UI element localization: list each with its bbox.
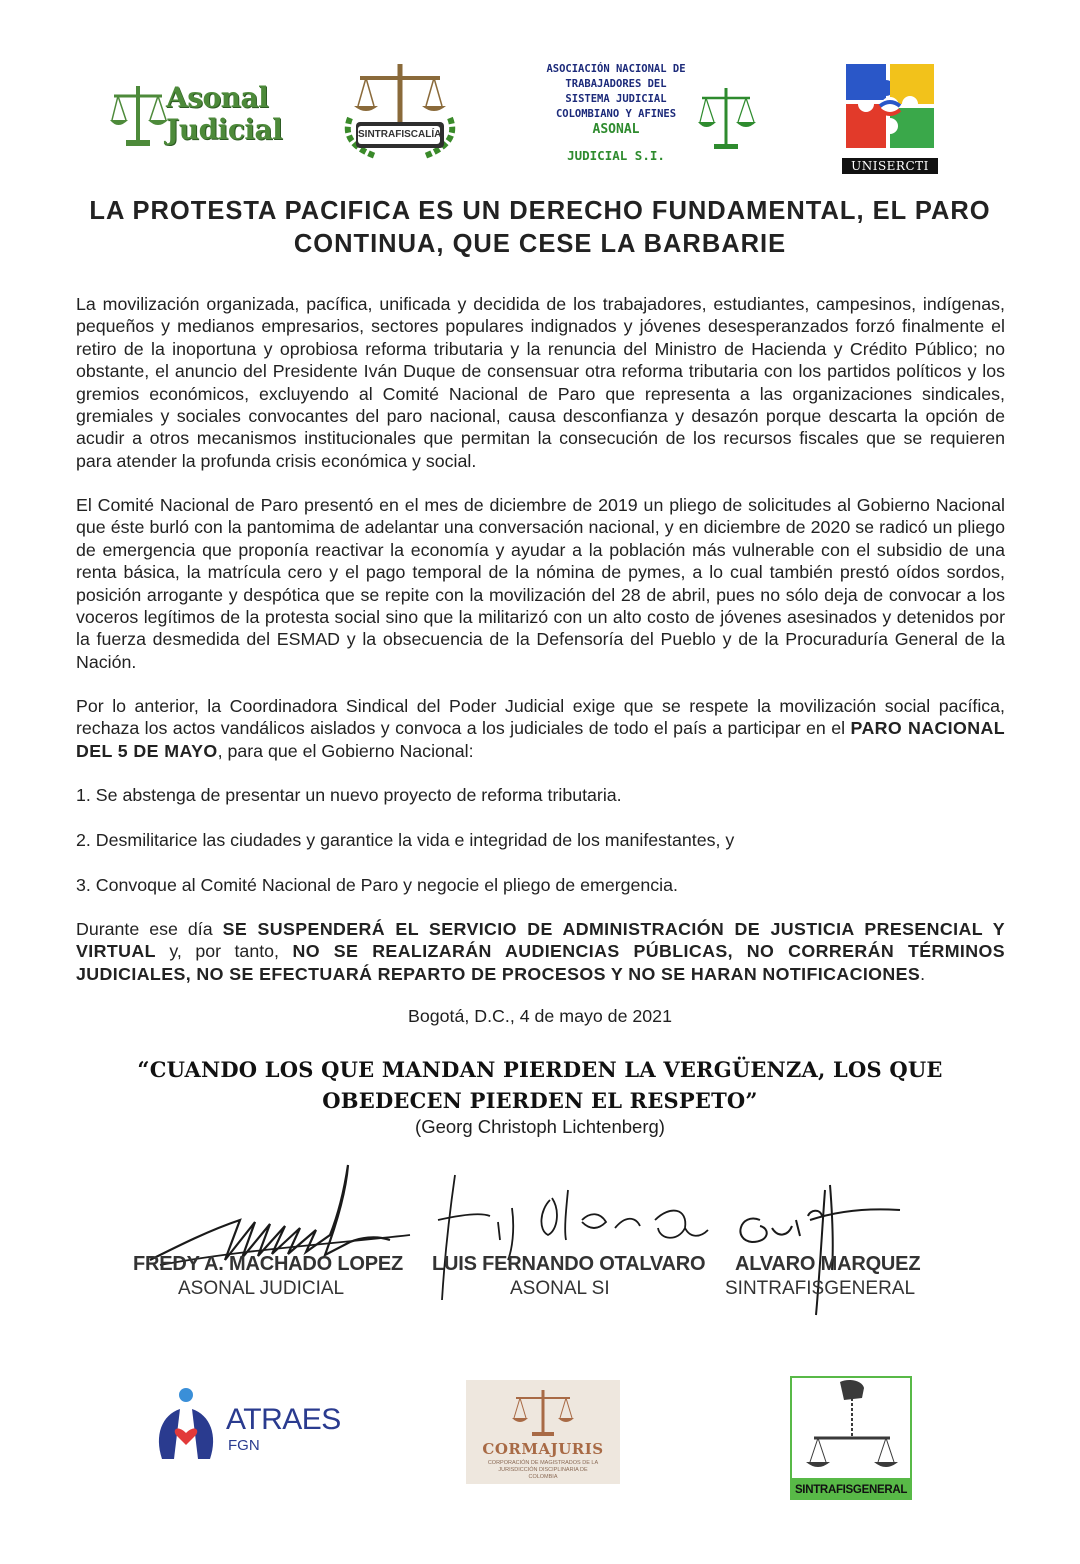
paragraph-4-middle: y, por tanto, xyxy=(155,941,293,962)
sintrafiscalia-logo xyxy=(330,58,470,163)
atraes-logo-text: ATRAES xyxy=(226,1403,341,1436)
paragraph-3 xyxy=(76,695,1005,762)
paragraph-4 xyxy=(76,918,1005,985)
sintrafisgeneral-logo xyxy=(790,1376,912,1502)
sintrafisgeneral-logo-text: SINTRAFISGENERAL xyxy=(790,1480,912,1500)
paragraph-4-end: . xyxy=(920,963,926,984)
list-item: 3. Convoque al Comité Nacional de Paro y negocie el pliego de emergencia. xyxy=(76,875,678,895)
quote-author: (Georg Christoph Lichtenberg) xyxy=(415,1116,665,1137)
cormajuris-logo xyxy=(466,1380,620,1484)
signatory-org: ASONAL SI xyxy=(510,1278,610,1299)
suspension-notice: SE SUSPENDERÁ EL SERVICIO DE ADMINISTRACIÓN DE JUSTICIA PRESENCIAL Y VIRTUAL xyxy=(76,919,1005,962)
asociacion-logo-name: ASONAL xyxy=(592,122,640,137)
uniserscti-logo-text: UNISERCTI xyxy=(842,158,938,174)
signatory-org: SINTRAFISGENERAL xyxy=(725,1278,916,1299)
scales-of-justice-icon xyxy=(696,84,756,154)
scales-of-justice-icon xyxy=(510,1386,576,1440)
asociacion-logo-lines: ASOCIACIÓN NACIONAL DE TRABAJADORES DEL SISTEMA JUDICIAL COLOMBIANO Y AFINES xyxy=(546,63,686,120)
document-date: Bogotá, D.C., 4 de mayo de 2021 xyxy=(408,1006,672,1026)
fist-with-scales-icon xyxy=(790,1376,912,1480)
atraes-fgn-logo xyxy=(148,1385,348,1465)
signatory-name: LUIS FERNANDO OTALVARO xyxy=(432,1253,706,1275)
list-item: 1. Se abstenga de presentar un nuevo proyecto de reforma tributaria. xyxy=(76,785,622,805)
asociacion-nacional-logo xyxy=(536,58,756,168)
cormajuris-logo-text: CORMAJURIS xyxy=(482,1440,604,1458)
puzzle-pieces-icon xyxy=(842,56,938,156)
list-item: 2. Desmilitarice las ciudades y garantice la vida e integridad de los manifestantes, y xyxy=(76,830,735,850)
uniserscti-logo xyxy=(838,56,942,178)
asonal-logo-text: Asonal Judicial xyxy=(166,81,283,146)
cormajuris-logo-sub: CORPORACIÓN DE MAGISTRADOS DE LA JURISDICCIÓN DISCIPLINARIA DE COLOMBIA xyxy=(487,1460,599,1480)
paragraph-3-tail: , para que el Gobierno Nacional: xyxy=(217,740,474,761)
document-title: LA PROTESTA PACIFICA ES UN DERECHO FUNDAMENTAL, EL PARO CONTINUA, QUE CESE LA BARBARIE xyxy=(89,197,991,258)
asonal-judicial-logo xyxy=(108,80,283,150)
sintrafiscalia-emblem-icon xyxy=(330,58,470,163)
signatory-name: FREDY A. MACHADO LOPEZ xyxy=(133,1253,404,1275)
atraes-logo-sub: FGN xyxy=(228,1437,260,1454)
paro-nacional-highlight: PARO NACIONAL DEL 5 DE MAYO xyxy=(76,718,1006,761)
signatory-org: ASONAL JUDICIAL xyxy=(178,1278,345,1299)
asociacion-logo-sub: JUDICIAL S.I. xyxy=(567,148,665,163)
paragraph-1: La movilización organizada, pacífica, unificada y decidida de los trabajadores, estudiantes, campesinos, indígenas, pequeños y medianos empresarios, sectores populares indignados y jóvenes desesperanzados forzó finalmente el retiro de la inoportuna y oprobiosa reforma tributaria y la renuncia del Ministro de Hacienda y Crédito Público; no obstante, el anuncio del Presidente Iván Duque de consensuar otra reforma tributaria con los partidos políticos y los gremios económicos, excluyendo al Comité Nacional de Paro que representa a las organizaciones sindicales, gremiales y sociales convocantes del paro nacional, causa desconfianza y desazón porque descarta la opción de acudir a otros mecanismos institucionales que permitan la consecución de los recursos fiscales que se requieren para atender la profunda crisis económica y social. xyxy=(76,294,1005,471)
signatory-name: ALVARO MARQUEZ xyxy=(735,1253,921,1275)
quote-text: “CUANDO LOS QUE MANDAN PIERDEN LA VERGÜENZA, LOS QUE OBEDECEN PIERDEN EL RESPETO” xyxy=(137,1057,943,1113)
scales-of-justice-icon xyxy=(108,80,168,150)
paragraph-2: El Comité Nacional de Paro presentó en el mes de diciembre de 2019 un pliego de solicitudes al Gobierno Nacional que éste burló con la pantomima de adelantar una conversación nacional, y en diciembre de 2020 se radicó un pliego de emergencia que proponía reactivar la economía y ayudar a la población más vulnerable con el subsidio de una renta básica, la matrícula cero y el pago temporal de la nómina de pymes, a lo cual también prestó oídos sordos, posición arrogante y despótica que se repite con la movilización del 28 de abril, pues no sólo deja de convocar a los voceros legítimos de la protesta social sino que la militarizó con un alto costo de jóvenes asesinados y detenidos por la fuerza desmedida del ESMAD y la obsecuencia de la Defensoría del Pueblo y de la Procuraduría General de la Nación. xyxy=(76,495,1005,672)
paragraph-4-text: Durante ese día xyxy=(76,919,223,939)
sintrafiscalia-logo-text: SINTRAFISCALÍA xyxy=(358,126,440,144)
paragraph-3-text: Por lo anterior, la Coordinadora Sindical del Poder Judicial exige que se respete la movilización social pacífica, rechaza los actos vandálicos aislados y convoca a los judiciales de todo el país a participar en el xyxy=(76,696,1005,739)
no-audiencias-notice: NO SE REALIZARÁN AUDIENCIAS PÚBLICAS, NO CORRERÁN TÉRMINOS JUDICIALES, NO SE EFECTUARÁ REPARTO DE PROCESOS Y NO SE HARAN NOTIFICACIONES xyxy=(76,941,1005,984)
atraes-figure-icon xyxy=(148,1385,220,1465)
